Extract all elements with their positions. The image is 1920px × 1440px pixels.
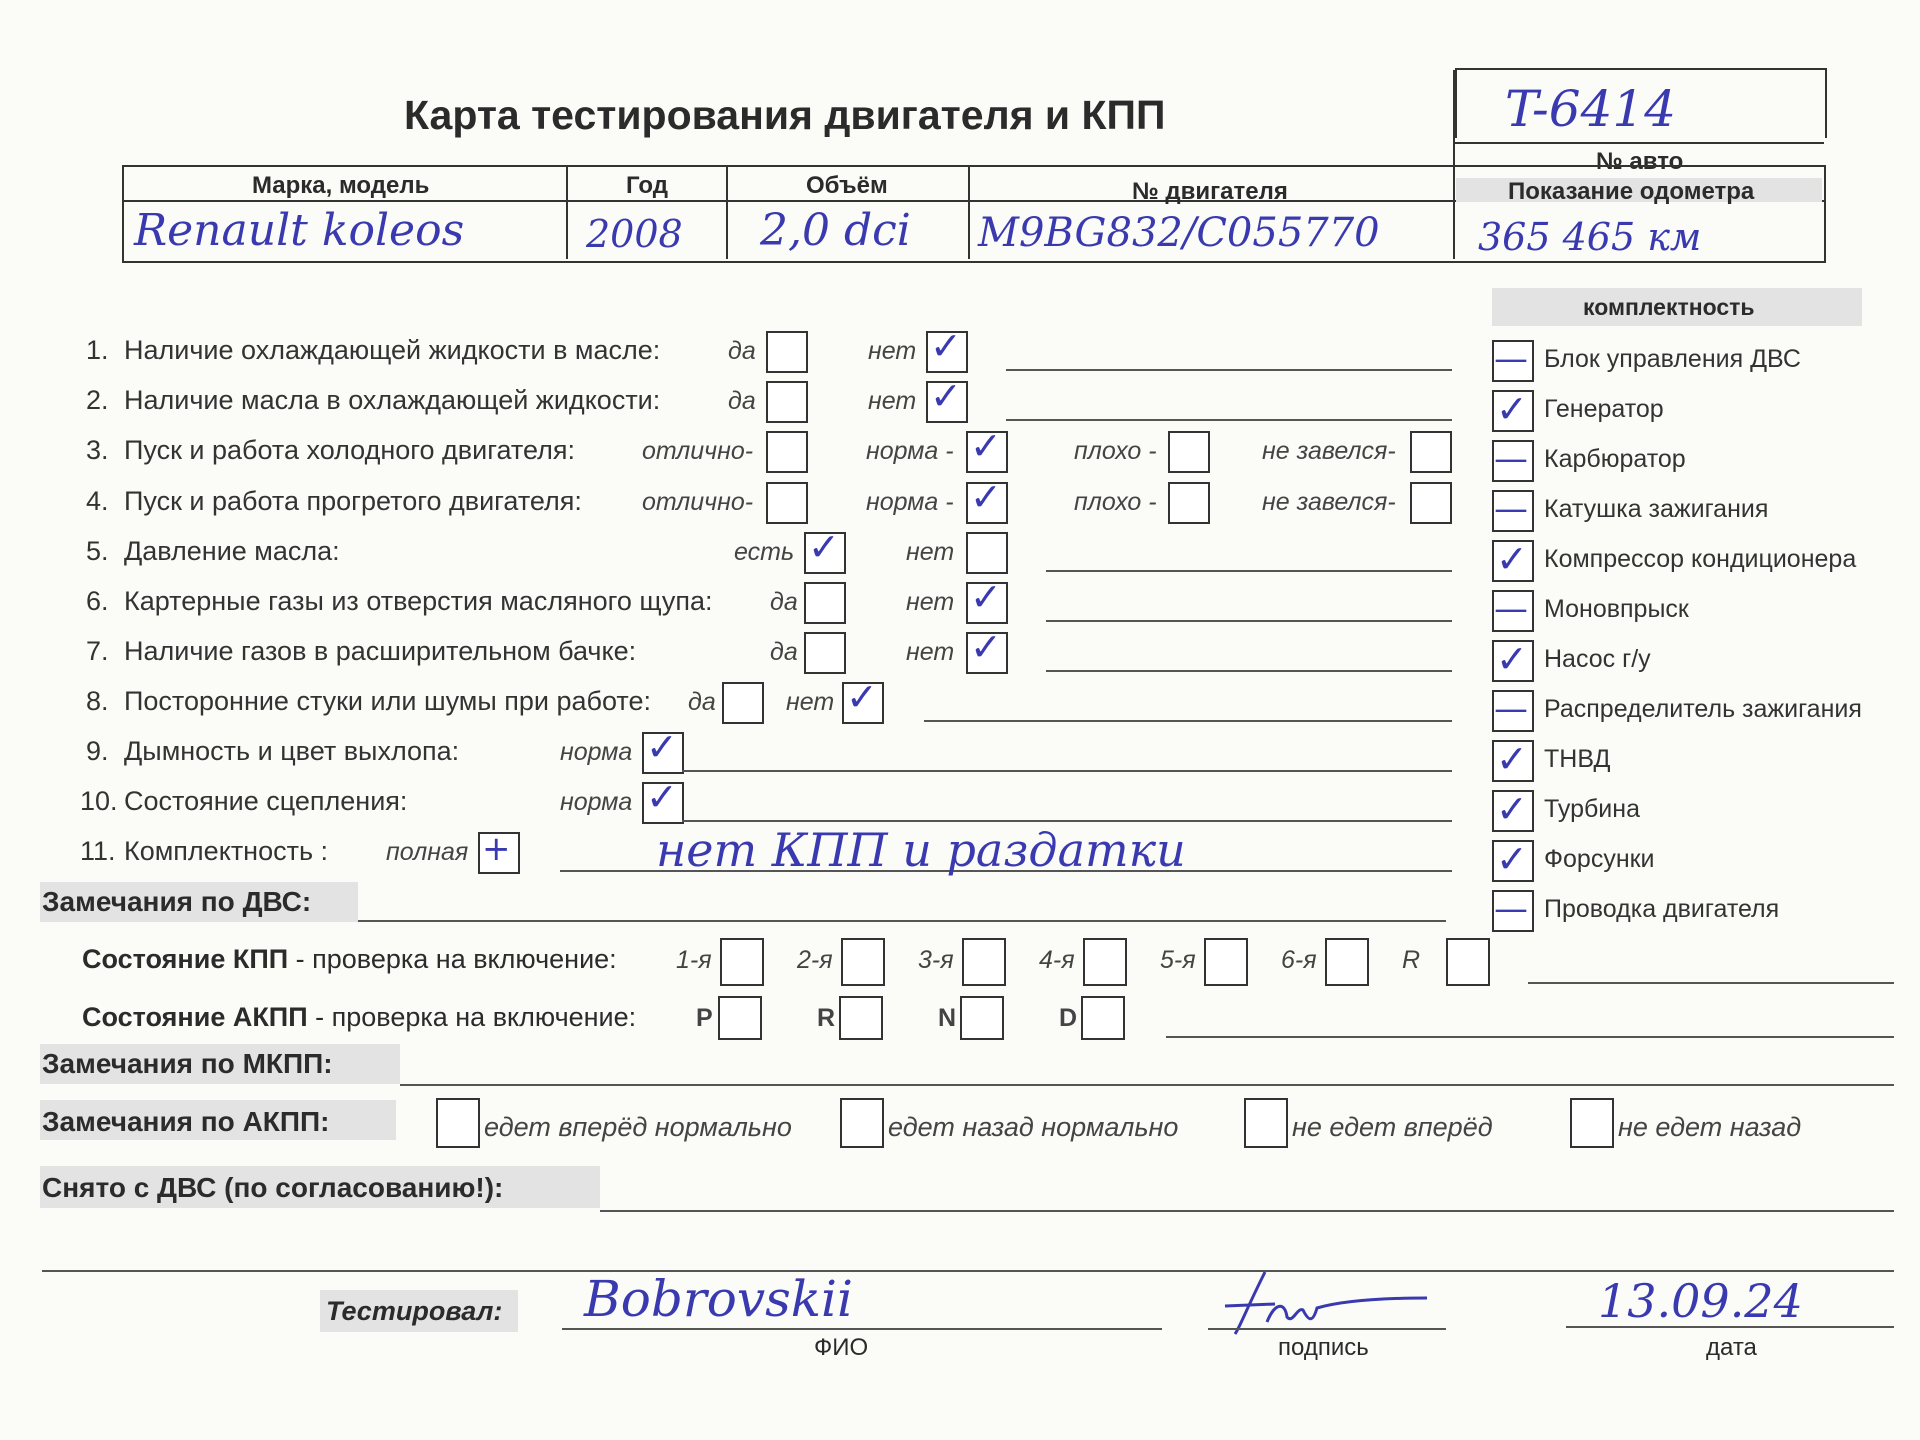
- item-number: 10.: [80, 786, 118, 816]
- akpp-gear-label: R: [817, 1004, 836, 1032]
- date-value: 13.09.24: [1598, 1274, 1803, 1328]
- option-label: норма: [560, 738, 633, 766]
- remarks-mkpp-line[interactable]: [400, 1084, 1894, 1086]
- kpp-gear-checkbox[interactable]: [841, 938, 885, 986]
- header-col-sep: [968, 167, 970, 259]
- option-label: да: [770, 638, 798, 666]
- option-checkbox[interactable]: [766, 331, 808, 373]
- completeness-item-label: Распределитель зажигания: [1544, 695, 1862, 723]
- item-notes-line[interactable]: [1046, 620, 1452, 622]
- akpp-option-label: не едет назад: [1618, 1112, 1802, 1142]
- option-label: да: [728, 387, 756, 415]
- check-mark-icon: ✓: [1496, 837, 1528, 881]
- completeness-item-label: Карбюратор: [1544, 445, 1686, 473]
- header-col-sep: [1453, 70, 1455, 259]
- item-label: Комплектность :: [124, 836, 329, 866]
- item-notes-line[interactable]: [1046, 670, 1452, 672]
- completeness-item-label: Моновпрыск: [1544, 595, 1689, 623]
- kpp-gear-checkbox[interactable]: [1083, 938, 1127, 986]
- kpp-gear-checkbox[interactable]: [1204, 938, 1248, 986]
- completeness-item-label: Насос г/у: [1544, 645, 1651, 673]
- kpp-gear-label: 3-я: [918, 946, 954, 974]
- option-checkbox[interactable]: [966, 532, 1008, 574]
- option-checkbox[interactable]: [1168, 431, 1210, 473]
- completeness-item-label: Форсунки: [1544, 845, 1655, 873]
- option-label: отлично-: [642, 437, 754, 465]
- header-col-sep: [566, 167, 568, 259]
- completeness-item-label: ТНВД: [1544, 745, 1611, 773]
- check-mark-icon: ✓: [970, 575, 1002, 619]
- item-notes-line[interactable]: [1006, 369, 1452, 371]
- option-label: плохо -: [1074, 437, 1157, 465]
- item-number: 3.: [86, 435, 109, 465]
- page-title: Карта тестирования двигателя и КПП: [404, 92, 1166, 138]
- odometer-value: 365 465 км: [1478, 215, 1702, 259]
- kpp-gear-label: 4-я: [1039, 946, 1075, 974]
- akpp-option-checkbox[interactable]: [1244, 1098, 1288, 1148]
- dash-mark-icon: +: [482, 829, 511, 869]
- option-checkbox[interactable]: [766, 381, 808, 423]
- check-mark-icon: ✓: [846, 675, 878, 719]
- option-label: нет: [906, 538, 955, 566]
- signature-label: подпись: [1278, 1334, 1369, 1361]
- check-mark-icon: ✓: [646, 775, 678, 819]
- option-label: да: [688, 688, 716, 716]
- kpp-line[interactable]: [1528, 982, 1894, 984]
- remarks-mkpp-label: Замечания по МКПП:: [42, 1048, 333, 1079]
- item-number: 6.: [86, 586, 109, 616]
- option-label: норма: [560, 788, 633, 816]
- dash-mark-icon: —: [1494, 439, 1528, 479]
- akpp-option-checkbox[interactable]: [436, 1098, 480, 1148]
- item-label: Состояние сцепления:: [124, 786, 408, 816]
- year-value: 2008: [586, 212, 683, 256]
- kpp-gear-checkbox[interactable]: [1325, 938, 1369, 986]
- akpp-line[interactable]: [1166, 1036, 1894, 1038]
- akpp-gear-checkbox[interactable]: [839, 996, 883, 1040]
- check-mark-icon: ✓: [1496, 637, 1528, 681]
- check-mark-icon: ✓: [1496, 787, 1528, 831]
- completeness-item-label: Турбина: [1544, 795, 1640, 823]
- item-number: 8.: [86, 686, 109, 716]
- check-mark-icon: ✓: [970, 475, 1002, 519]
- col-engine-number: № двигателя: [1132, 178, 1288, 205]
- item-notes-line[interactable]: [924, 720, 1452, 722]
- akpp-option-label: не едет вперёд: [1292, 1112, 1493, 1142]
- remarks-ice-line[interactable]: [358, 920, 1446, 922]
- volume-value: 2,0 dci: [760, 205, 911, 256]
- kpp-label: Состояние КПП - проверка на включение:: [82, 944, 617, 974]
- completeness-item-label: Проводка двигателя: [1544, 895, 1780, 923]
- header-divider-top: [1453, 142, 1824, 144]
- tested-by-label: Тестировал:: [326, 1296, 503, 1326]
- car-number-label: № авто: [1596, 148, 1684, 175]
- header-col-sep: [726, 167, 728, 259]
- check-mark-icon: ✓: [970, 625, 1002, 669]
- car-number-value: T-6414: [1505, 80, 1677, 138]
- name-label: ФИО: [814, 1334, 869, 1361]
- akpp-gear-label: D: [1059, 1004, 1078, 1032]
- check-mark-icon: ✓: [930, 374, 962, 418]
- engine-number-value: M9BG832/C055770: [978, 210, 1380, 256]
- brand-model-value: Renault koleos: [134, 205, 465, 256]
- check-mark-icon: ✓: [930, 324, 962, 368]
- completeness-title: комплектность: [1583, 294, 1755, 320]
- remarks-ice-label: Замечания по ДВС:: [42, 886, 312, 917]
- kpp-gear-checkbox[interactable]: [962, 938, 1006, 986]
- removed-label: Снято с ДВС (по согласованию!):: [42, 1172, 504, 1203]
- item-label: Давление масла:: [124, 536, 340, 566]
- item-notes-line[interactable]: [682, 770, 1452, 772]
- signature-line[interactable]: [1208, 1328, 1446, 1330]
- option-label: нет: [906, 588, 955, 616]
- item-label: Посторонние стуки или шумы при работе:: [124, 686, 651, 716]
- kpp-gear-label: 1-я: [676, 946, 712, 974]
- akpp-option-checkbox[interactable]: [840, 1098, 884, 1148]
- option-label: да: [728, 337, 756, 365]
- option-label: не завелся-: [1262, 437, 1396, 465]
- akpp-gear-checkbox[interactable]: [1081, 996, 1125, 1040]
- option-label: нет: [868, 387, 917, 415]
- option-label: да: [770, 588, 798, 616]
- akpp-option-label: едет вперёд нормально: [484, 1112, 792, 1142]
- removed-line-2[interactable]: [42, 1270, 1894, 1272]
- option-checkbox[interactable]: [804, 632, 846, 674]
- item-label: Дымность и цвет выхлопа:: [124, 736, 460, 766]
- col-odometer: Показание одометра: [1508, 178, 1755, 205]
- dash-mark-icon: —: [1494, 589, 1528, 629]
- completeness-item-label: Генератор: [1544, 395, 1664, 423]
- col-volume: Объём: [806, 172, 888, 199]
- item-number: 9.: [86, 736, 109, 766]
- item-label: Наличие газов в расширительном бачке:: [124, 636, 637, 666]
- option-label: не завелся-: [1262, 488, 1396, 516]
- option-label: нет: [868, 337, 917, 365]
- item-label: Пуск и работа прогретого двигателя:: [124, 486, 582, 516]
- date-label: дата: [1706, 1334, 1757, 1361]
- completeness-item-label: Компрессор кондиционера: [1544, 545, 1857, 573]
- check-mark-icon: ✓: [1496, 737, 1528, 781]
- check-mark-icon: ✓: [646, 725, 678, 769]
- option-label: норма -: [866, 437, 954, 465]
- remarks-akpp-label: Замечания по АКПП:: [42, 1106, 330, 1137]
- akpp-gear-label: N: [938, 1004, 957, 1032]
- option-label: есть: [734, 538, 795, 566]
- kpp-gear-checkbox[interactable]: [720, 938, 764, 986]
- kpp-gear-label: R: [1402, 946, 1421, 974]
- check-mark-icon: ✓: [808, 525, 840, 569]
- item-label: Наличие масла в охлаждающей жидкости:: [124, 385, 661, 415]
- akpp-option-checkbox[interactable]: [1570, 1098, 1614, 1148]
- completeness-item-label: Катушка зажигания: [1544, 495, 1769, 523]
- item-number: 5.: [86, 536, 109, 566]
- akpp-option-label: едет назад нормально: [888, 1112, 1179, 1142]
- option-label: полная: [386, 838, 469, 866]
- option-label: нет: [906, 638, 955, 666]
- check-mark-icon: ✓: [970, 424, 1002, 468]
- item-notes-line[interactable]: [1006, 419, 1452, 421]
- item-label: Пуск и работа холодного двигателя:: [124, 435, 575, 465]
- completeness-item-label: Блок управления ДВС: [1544, 345, 1801, 373]
- kpp-gear-label: 6-я: [1281, 946, 1317, 974]
- signature: [1205, 1262, 1435, 1342]
- option-checkbox[interactable]: [1410, 482, 1452, 524]
- option-label: плохо -: [1074, 488, 1157, 516]
- check-mark-icon: ✓: [1496, 537, 1528, 581]
- option-checkbox[interactable]: [804, 582, 846, 624]
- item-number: 11.: [80, 836, 116, 866]
- akpp-gear-checkbox[interactable]: [960, 996, 1004, 1040]
- date-line[interactable]: [1566, 1326, 1894, 1328]
- removed-line[interactable]: [600, 1210, 1894, 1212]
- item-number: 4.: [86, 486, 109, 516]
- col-brand-model: Марка, модель: [252, 172, 430, 199]
- kpp-gear-label: 5-я: [1160, 946, 1196, 974]
- col-year: Год: [626, 172, 668, 199]
- kpp-gear-checkbox[interactable]: [1446, 938, 1490, 986]
- option-label: отлично-: [642, 488, 754, 516]
- option-checkbox[interactable]: [1168, 482, 1210, 524]
- kpp-gear-label: 2-я: [797, 946, 833, 974]
- item-notes-line[interactable]: [1046, 570, 1452, 572]
- dash-mark-icon: —: [1494, 889, 1528, 929]
- option-label: норма -: [866, 488, 954, 516]
- item-label: Наличие охлаждающей жидкости в масле:: [124, 335, 661, 365]
- check-mark-icon: ✓: [1496, 387, 1528, 431]
- option-checkbox[interactable]: [766, 431, 808, 473]
- tester-name: Bobrovskii: [584, 1270, 854, 1328]
- option-checkbox[interactable]: [766, 482, 808, 524]
- akpp-gear-checkbox[interactable]: [718, 996, 762, 1040]
- dash-mark-icon: —: [1494, 489, 1528, 529]
- dash-mark-icon: —: [1494, 339, 1528, 379]
- option-checkbox[interactable]: [1410, 431, 1452, 473]
- item-number: 1.: [86, 335, 109, 365]
- akpp-label: Состояние АКПП - проверка на включение:: [82, 1002, 637, 1032]
- name-line[interactable]: [562, 1328, 1162, 1330]
- completeness-note: нет КПП и раздатки: [656, 823, 1186, 877]
- item-label: Картерные газы из отверстия масляного щупа:: [124, 586, 713, 616]
- option-label: нет: [786, 688, 835, 716]
- option-checkbox[interactable]: [722, 682, 764, 724]
- item-notes-line[interactable]: [682, 820, 1452, 822]
- dash-mark-icon: —: [1494, 689, 1528, 729]
- akpp-gear-label: P: [696, 1004, 713, 1032]
- item-number: 2.: [86, 385, 109, 415]
- item-number: 7.: [86, 636, 109, 666]
